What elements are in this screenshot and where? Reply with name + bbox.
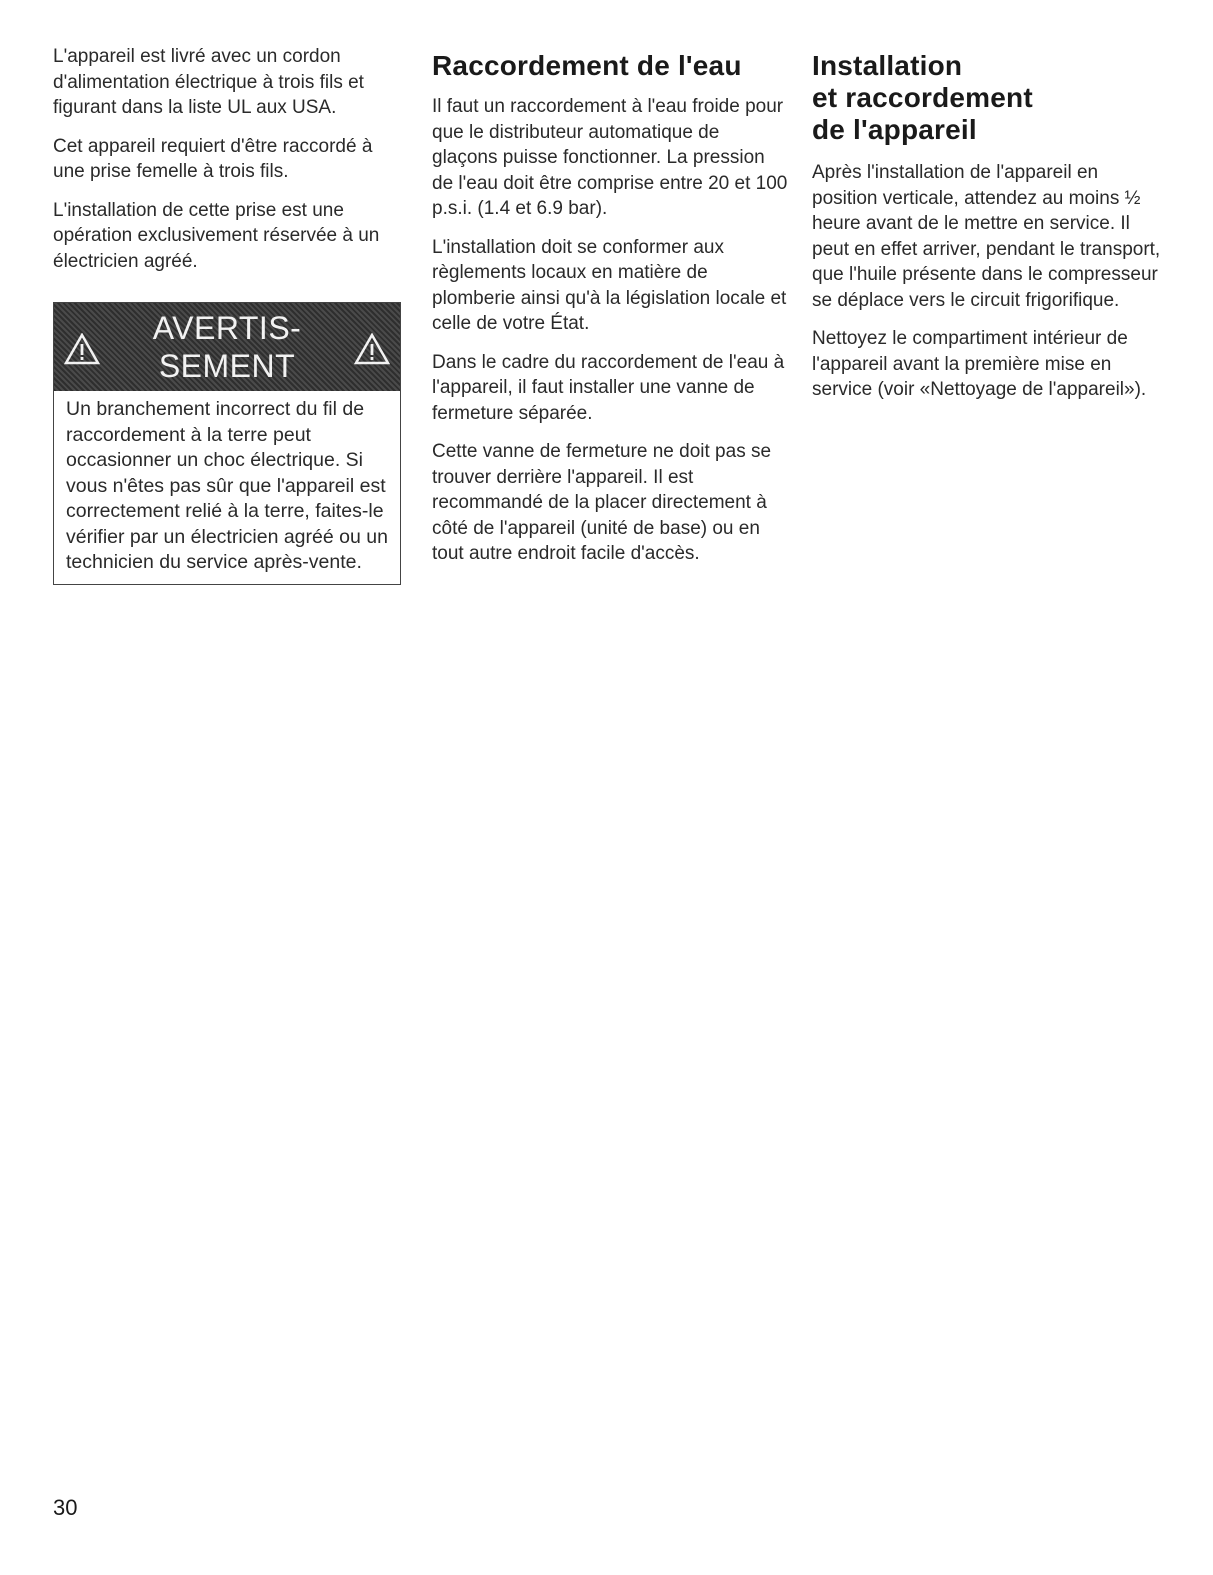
column-installation [812, 44, 1162, 416]
paragraph: Cet appareil requiert d'être raccordé à une prise femelle à trois fils. [53, 135, 373, 182]
warning-box [53, 302, 401, 585]
paragraph: Dans le cadre du raccordement de l'eau à l'appareil, il faut installer une vanne de fermeture séparée. [432, 351, 785, 424]
heading-line: de l'appareil [812, 114, 977, 145]
paragraph: Il faut un raccordement à l'eau froide pour que le distributeur automatique de glaçons puisse fonctionner. La pression de l'eau doit être comprise entre 20 et 100 p.s.i. (1.4 et 6.9 bar). [432, 96, 788, 219]
paragraph: Nettoyez le compartiment intérieur de l'appareil avant la première mise en service (voir «Nettoyage de l'appareil»). [812, 328, 1147, 400]
warning-title-line: AVERTIS- [152, 310, 302, 346]
section-heading: Raccordement de l'eau [432, 50, 742, 81]
page-number: 30 [53, 1495, 78, 1520]
warning-title [114, 309, 340, 385]
heading-line: et raccordement [812, 82, 1033, 113]
paragraph: L'installation de cette prise est une opération exclusivement réservée à un électricien agréé. [53, 199, 380, 272]
warning-title-line: SEMENT [158, 348, 296, 384]
paragraph: Après l'installation de l'appareil en position verticale, attendez au moins ½ heure avant de le mettre en service. Il peut en effet arriver, pendant le transport, que l'huile présente dans le compresseur se déplace vers le circuit frigorifique. [812, 162, 1161, 311]
section-heading [812, 50, 1162, 146]
paragraph: L'appareil est livré avec un cordon d'alimentation électrique à trois fils et figurant dans la liste UL aux USA. [53, 46, 364, 118]
paragraph: L'installation doit se conformer aux règlements locaux en matière de plomberie ainsi qu'à la législation locale et celle de votre État. [432, 236, 787, 334]
heading-line: Installation [812, 50, 963, 81]
warning-body [54, 391, 400, 584]
warning-header [54, 303, 400, 391]
column-electrical [53, 44, 403, 585]
column-water-connection [432, 44, 788, 580]
warning-text: Un branchement incorrect du fil de raccordement à la terre peut occasionner un choc électrique. Si vous n'êtes pas sûr que l'appareil est correctement relié à la terre, faites-le vérifier par un électricien agréé ou un technicien du service après-vente. [66, 398, 388, 573]
paragraph: Cette vanne de fermeture ne doit pas se trouver derrière l'appareil. Il est recommandé de la placer directement à côté de l'appareil (unité de base) ou en tout autre endroit facile d'accès. [432, 441, 772, 564]
